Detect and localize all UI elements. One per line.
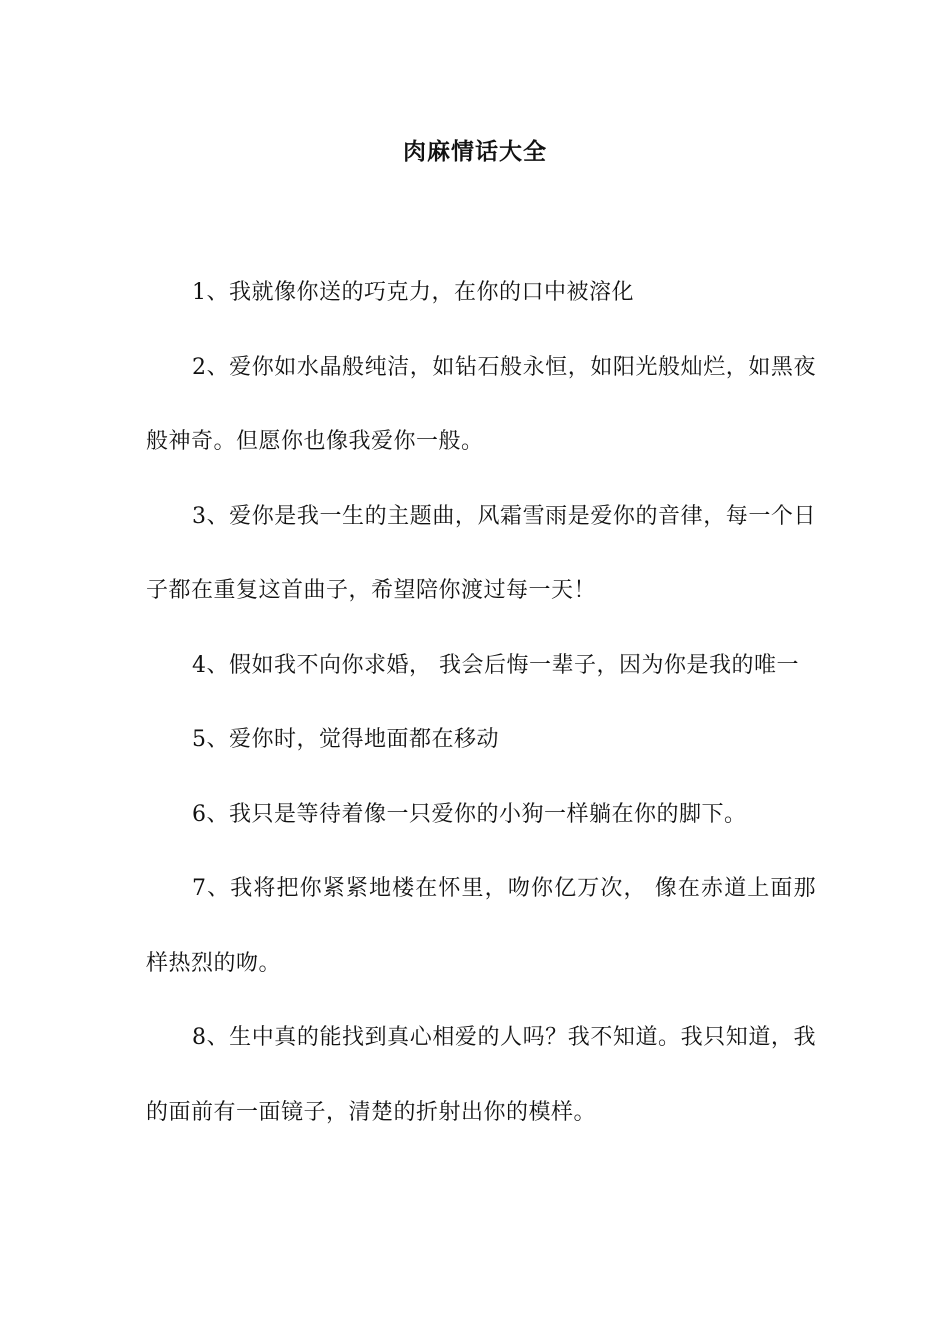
- document-body: [146, 256, 816, 1150]
- paragraph-7: 7、我将把你紧紧地楼在怀里，吻你亿万次， 像在赤道上面那样热烈的吻。: [146, 876, 816, 976]
- paragraph-6: 6、我只是等待着像一只爱你的小狗一样躺在你的脚下。: [192, 801, 747, 827]
- paragraph-8: 8、生中真的能找到真心相爱的人吗？我不知道。我只知道，我的面前有一面镜子，清楚的折射出你的模样。: [146, 1025, 816, 1125]
- paragraph-2: 2、爱你如水晶般纯洁，如钻石般永恒，如阳光般灿烂，如黑夜般神奇。但愿你也像我爱你一般。: [146, 354, 816, 454]
- document-title: 肉麻情话大全: [403, 139, 547, 165]
- paragraph-3: 3、爱你是我一生的主题曲，风霜雪雨是爱你的音律，每一个日子都在重复这首曲子，希望陪你渡过每一天！: [146, 503, 816, 603]
- paragraph-1: 1、我就像你送的巧克力，在你的口中被溶化: [192, 280, 634, 305]
- paragraph-5: 5、爱你时，觉得地面都在移动: [192, 727, 499, 752]
- paragraph-4: 4、假如我不向你求婚， 我会后悔一辈子，因为你是我的唯一: [192, 652, 799, 678]
